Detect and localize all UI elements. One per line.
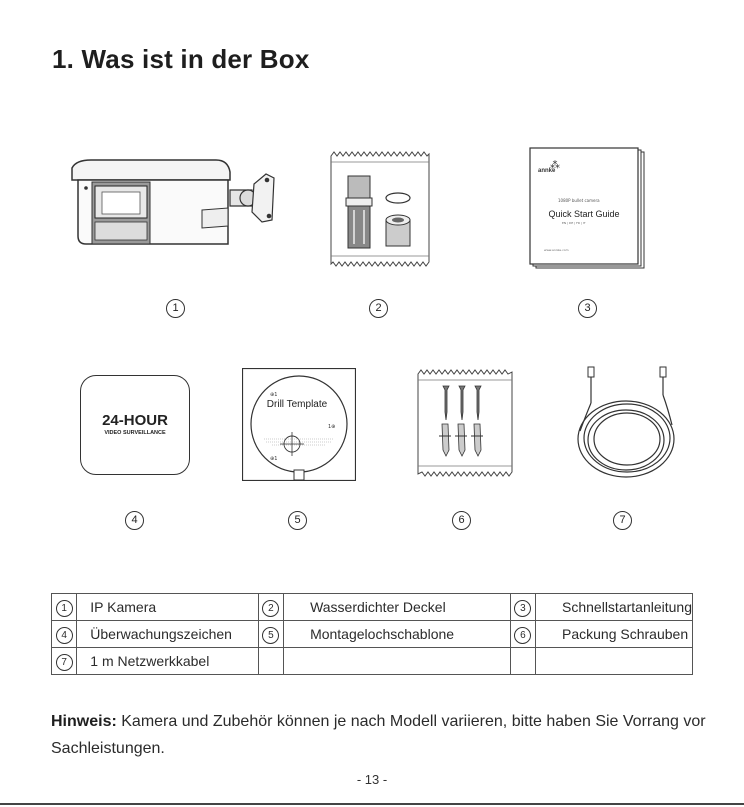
item-label: 1 m Netzwerkkabel — [77, 648, 259, 675]
svg-text:⊕1: ⊕1 — [270, 456, 278, 462]
item-number: 1 — [56, 600, 73, 617]
table-row — [52, 594, 693, 621]
svg-text:⁂: ⁂ — [550, 160, 560, 171]
marker-3: 3 — [578, 299, 597, 318]
network-cable-icon — [572, 365, 680, 480]
marker-4: 4 — [125, 511, 144, 530]
drill-label: Drill Template — [266, 399, 328, 410]
waterproof-cover-icon — [330, 150, 430, 270]
note-paragraph — [51, 708, 711, 762]
bottom-divider — [0, 803, 744, 805]
guide-heading: Quick Start Guide — [548, 209, 620, 219]
svg-text:1⊕: 1⊕ — [328, 424, 336, 430]
item-label: Schnellstartanleitung — [536, 594, 693, 621]
empty-cell — [284, 648, 511, 675]
svg-text:EN | DE | FR | IT: EN | DE | FR | IT — [562, 221, 586, 225]
table-row — [52, 648, 693, 675]
table-row — [52, 621, 693, 648]
item-number: 3 — [514, 600, 531, 617]
surveillance-sticker-icon — [80, 375, 190, 475]
page-number: - 13 - — [356, 772, 388, 787]
guide-brand: annke — [538, 168, 556, 174]
sticker-line2: VIDEO SURVEILLANCE — [104, 430, 166, 436]
item-number: 5 — [262, 627, 279, 644]
empty-cell — [536, 648, 693, 675]
item-label: IP Kamera — [77, 594, 259, 621]
item-number: 4 — [56, 627, 73, 644]
empty-cell — [258, 648, 283, 675]
marker-6: 6 — [452, 511, 471, 530]
item-label: Überwachungszeichen — [77, 621, 259, 648]
item-label: Montagelochschablone — [284, 621, 511, 648]
note-label: Hinweis: — [51, 713, 117, 730]
item-number: 6 — [514, 627, 531, 644]
quick-start-guide-icon — [528, 146, 646, 270]
item-number: 2 — [262, 600, 279, 617]
item-number: 7 — [56, 654, 73, 671]
empty-cell — [510, 648, 535, 675]
marker-2: 2 — [369, 299, 388, 318]
svg-text:⊕1: ⊕1 — [270, 392, 278, 398]
item-label: Packung Schrauben — [536, 621, 693, 648]
sticker-line1: 24-HOUR — [102, 412, 168, 429]
svg-text:1080P bullet camera: 1080P bullet camera — [558, 198, 600, 203]
marker-5: 5 — [288, 511, 307, 530]
drill-template-icon — [242, 368, 356, 481]
bullet-camera-icon — [66, 150, 280, 250]
screw-pack-icon — [417, 368, 513, 480]
contents-table — [51, 593, 693, 675]
marker-1: 1 — [166, 299, 185, 318]
marker-7: 7 — [613, 511, 632, 530]
note-text: Kamera und Zubehör können je nach Modell variieren, bitte haben Sie Vorrang vor Sachleistungen. — [51, 713, 706, 757]
page-title: 1. Was ist in der Box — [52, 44, 310, 74]
item-label: Wasserdichter Deckel — [284, 594, 511, 621]
svg-text:www.annke.com: www.annke.com — [544, 248, 569, 252]
